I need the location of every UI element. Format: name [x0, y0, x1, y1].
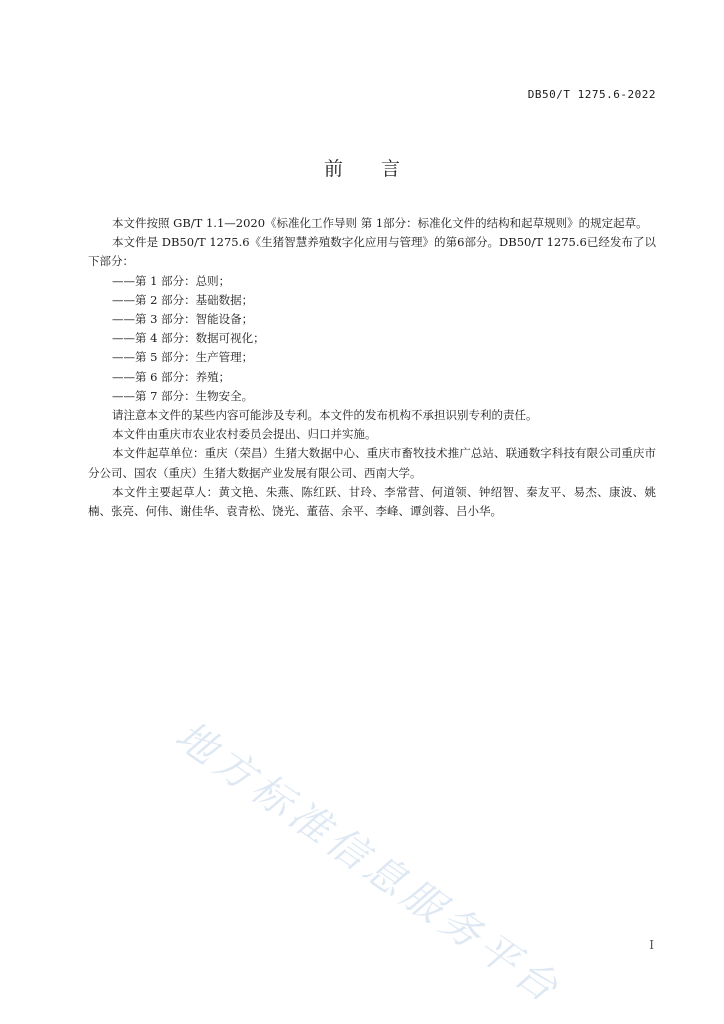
list-item-part-2: ——第 2 部分：基础数据； [112, 292, 254, 307]
paragraph-series-info: 本文件是 DB50/T 1275.6《生猪智慧养殖数字化应用与管理》的第6部分。DB50/T 1275.6已经发布了以下部分： [88, 235, 656, 269]
document-code: DB50/T 1275.6-2022 [527, 88, 656, 101]
paragraph-drafters: 本文件主要起草人：黄文艳、朱燕、陈红跃、甘玲、李常营、何道领、钟绍智、秦友平、易杰、康波、姚楠、张亮、何伟、谢佳华、袁青松、饶光、董蓓、余平、李峰、谭剑蓉、吕小华。 [88, 484, 656, 519]
paragraph-drafting-rules: 本文件按照 GB/T 1.1—2020《标准化工作导则 第 1部分：标准化文件的结构和起草规则》的规定起草。 [112, 216, 648, 230]
list-item-part-6: ——第 6 部分：养殖； [112, 369, 231, 384]
list-item-part-5: ——第 5 部分：生产管理； [112, 350, 254, 365]
page-number: I [649, 938, 654, 952]
list-item-part-1: ——第 1 部分：总则； [112, 273, 231, 288]
page-title: 前言 [323, 158, 438, 180]
list-item-part-4: ——第 4 部分：数据可视化； [112, 331, 265, 346]
watermark: 地方标准信息服务平台 [166, 712, 570, 1015]
paragraph-patent-notice: 请注意本文件的某些内容可能涉及专利。本文件的发布机构不承担识别专利的责任。 [112, 408, 538, 423]
paragraph-drafting-units: 本文件起草单位：重庆（荣昌）生猪大数据中心、重庆市畜牧技术推广总站、联通数字科技有限公司重庆市分公司、国农（重庆）生猪大数据产业发展有限公司、西南大学。 [88, 446, 656, 480]
list-item-part-7: ——第 7 部分：生物安全。 [112, 388, 254, 403]
paragraph-proposer: 本文件由重庆市农业农村委员会提出、归口并实施。 [112, 427, 377, 442]
foreword-body [88, 214, 656, 521]
list-item-part-3: ——第 3 部分：智能设备； [112, 312, 254, 327]
